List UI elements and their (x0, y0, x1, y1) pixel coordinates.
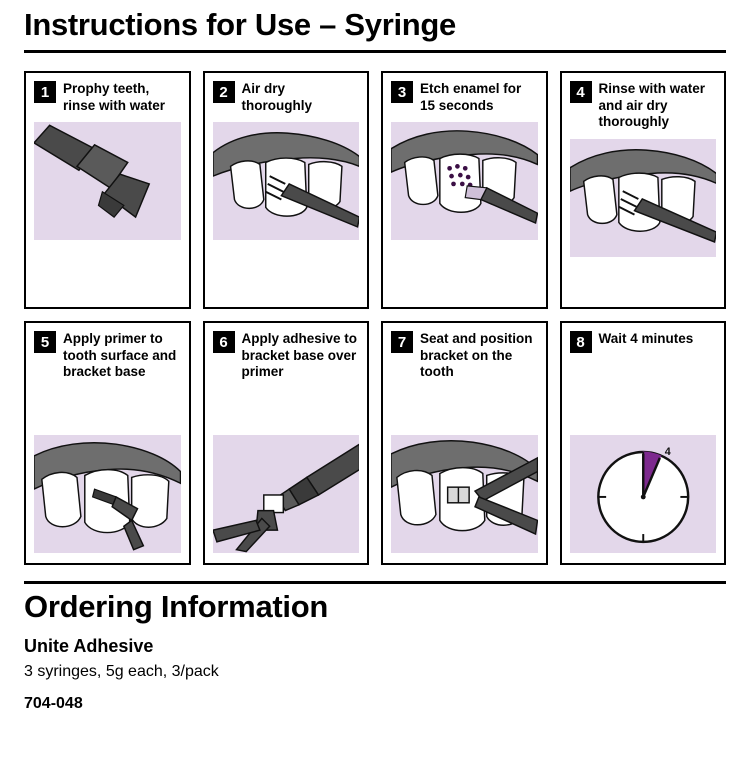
ordering-product-name: Unite Adhesive (24, 636, 154, 657)
step-header-2 (213, 81, 360, 114)
step-label-6: Apply adhesive to bracket base over primer (241, 331, 358, 380)
step-number-badge-8: 8 (570, 331, 592, 353)
ordering-description: 3 syringes, 5g each, 3/pack (24, 663, 219, 681)
adhesive-syringe-icon (213, 435, 360, 553)
step-illustration-6 (213, 435, 360, 553)
clock-minute-label: 4 (664, 446, 671, 459)
step-label-1: Prophy teeth, rinse with water (63, 81, 166, 113)
step-number-badge-1: 1 (34, 81, 56, 103)
step-label-3: Etch enamel for 15 seconds (420, 81, 522, 113)
step-card-2 (203, 71, 370, 309)
step-number-badge-5: 5 (34, 331, 56, 353)
step-label-5: Apply primer to tooth surface and bracket base (63, 331, 177, 380)
ordering-divider (24, 581, 726, 584)
bracket-seating-tweezers-icon (391, 435, 538, 553)
step-label-4: Rinse with water and air dry thoroughly (598, 81, 706, 130)
steps-row-1 (24, 71, 726, 309)
step-label-2: Air dry thoroughly (241, 81, 312, 113)
step-illustration-7 (391, 435, 538, 553)
step-label-7: Seat and position bracket on the tooth (420, 331, 533, 380)
step-illustration-8 (570, 435, 717, 553)
step-number-badge-3: 3 (391, 81, 413, 103)
step-illustration-5 (34, 435, 181, 553)
step-number-badge-6: 6 (213, 331, 235, 353)
primer-brush-icon (34, 435, 181, 553)
step-number-badge-4: 4 (570, 81, 592, 103)
step-header-1 (34, 81, 181, 114)
title-divider (24, 50, 726, 53)
ordering-heading: Ordering Information (24, 589, 329, 625)
step-header-3 (391, 81, 538, 114)
step-illustration-2 (213, 122, 360, 240)
step-illustration-1 (34, 122, 181, 240)
clock-icon (570, 435, 717, 553)
step-card-4 (560, 71, 727, 309)
step-card-3 (381, 71, 548, 309)
step-illustration-4 (570, 139, 717, 257)
prophy-handpiece-icon (34, 122, 181, 240)
step-number-badge-2: 2 (213, 81, 235, 103)
page-left-margin (0, 0, 9, 762)
page-title: Instructions for Use – Syringe (24, 7, 456, 42)
step-card-6 (203, 321, 370, 565)
steps-row-2 (24, 321, 726, 565)
step-card-8 (560, 321, 727, 565)
step-header-7 (391, 331, 538, 380)
step-header-4 (570, 81, 717, 130)
ordering-item-code: 704-048 (24, 695, 83, 713)
step-label-8: Wait 4 minutes (598, 331, 694, 347)
step-illustration-3 (391, 122, 538, 240)
rinse-and-dry-icon (570, 139, 717, 257)
step-header-6 (213, 331, 360, 380)
step-header-8 (570, 331, 717, 353)
step-card-1 (24, 71, 191, 309)
step-card-5 (24, 321, 191, 565)
step-card-7 (381, 321, 548, 565)
air-syringe-icon (213, 122, 360, 240)
etchant-applicator-icon (391, 122, 538, 240)
step-header-5 (34, 331, 181, 380)
step-number-badge-7: 7 (391, 331, 413, 353)
